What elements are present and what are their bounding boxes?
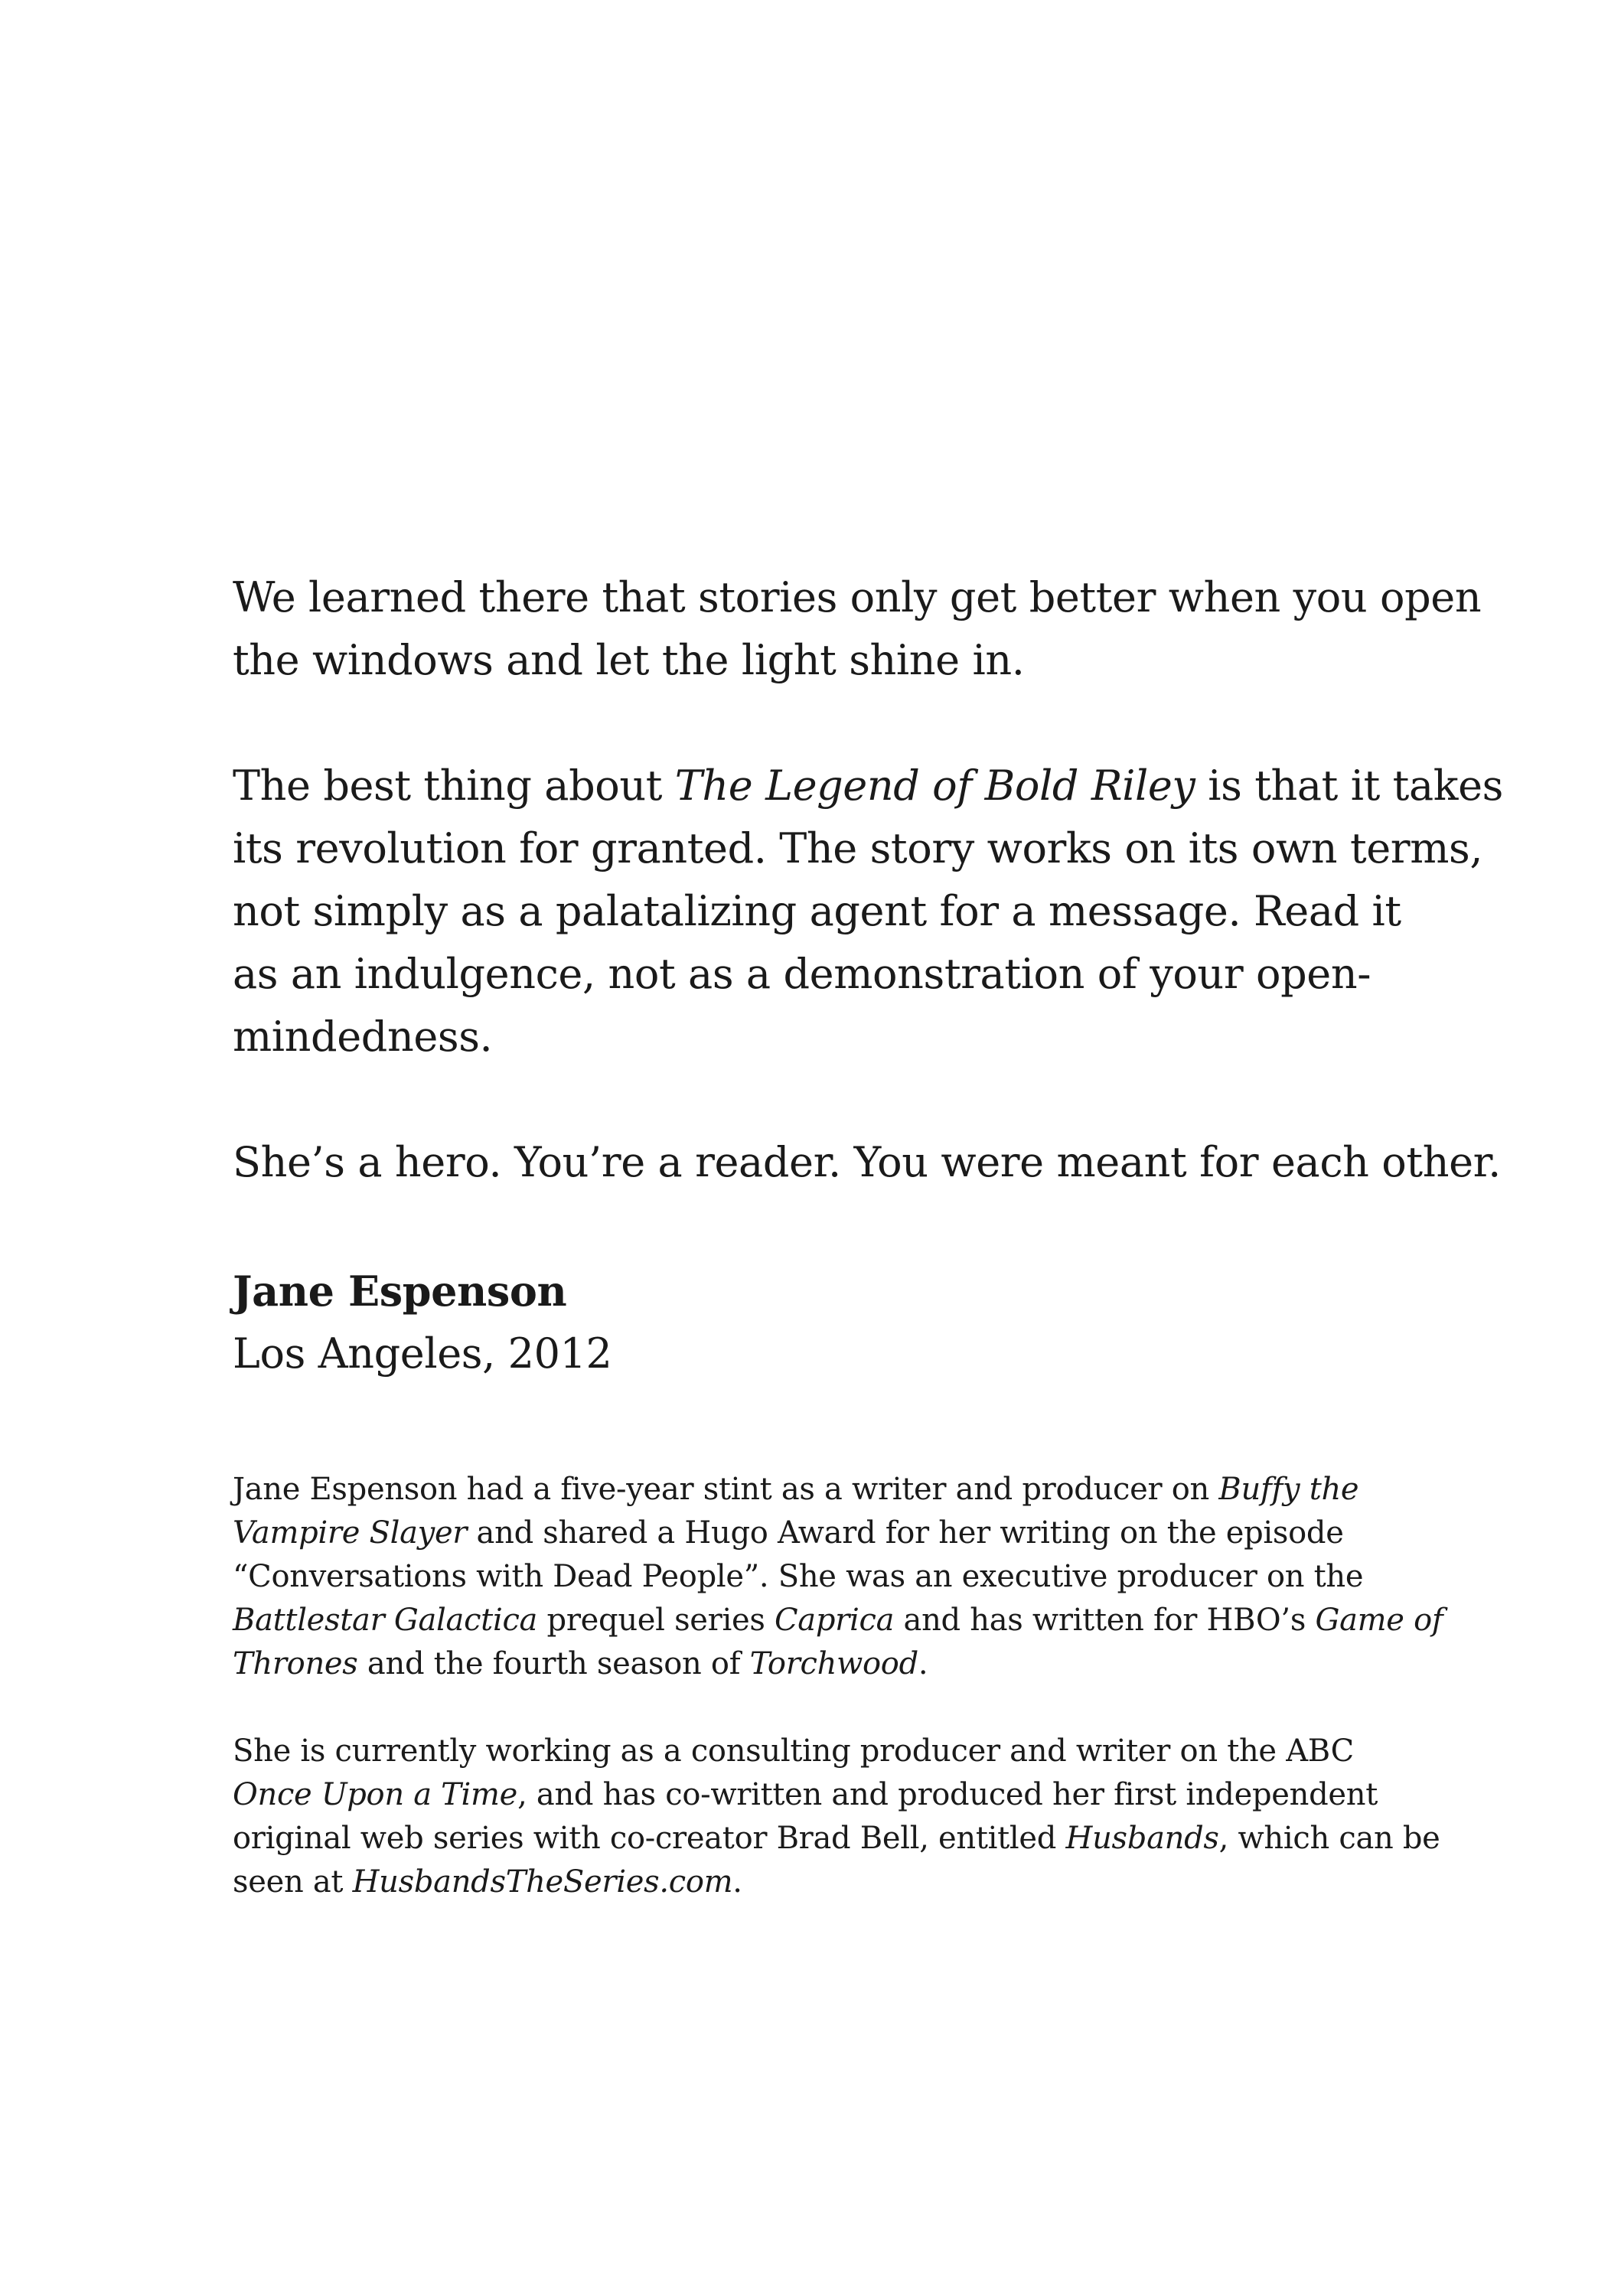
- intro-paragraph-1: [233, 566, 1482, 692]
- text-line: as an indulgence, not as a demonstration of your open-: [233, 950, 1371, 998]
- italic-title: Battlestar Galactica: [233, 1603, 538, 1638]
- text-line: [233, 1861, 1404, 1904]
- text-run: Jane Espenson had a five-year stint as a writer and producer on: [233, 1472, 1219, 1507]
- text-line: its revolution for granted. The story works on its own terms,: [233, 824, 1483, 872]
- intro-paragraph-3: [233, 1131, 1501, 1194]
- bio-paragraph-2: [233, 1730, 1440, 1904]
- italic-title: Husbands: [1065, 1821, 1219, 1856]
- text-line: We learned there that stories only get better when you open: [233, 573, 1482, 621]
- author-place-date: Los Angeles, 2012: [233, 1329, 612, 1378]
- text-run: seen at: [233, 1864, 353, 1900]
- text-line: [233, 1773, 1404, 1817]
- italic-title: Vampire Slayer: [233, 1515, 468, 1551]
- text-run: The best thing about: [233, 762, 675, 810]
- italic-title: Game of: [1315, 1603, 1443, 1638]
- text-run: and has written for HBO’s: [894, 1603, 1316, 1638]
- text-line: [233, 1599, 1443, 1642]
- text-run: .: [918, 1646, 928, 1681]
- text-line: She is currently working as a consulting producer and writer on the ABC: [233, 1733, 1354, 1769]
- author-name: Jane Espenson: [233, 1267, 567, 1316]
- text-run: prequel series: [537, 1603, 775, 1638]
- text-run: is that it takes: [1195, 762, 1503, 810]
- text-line: [233, 1642, 1404, 1686]
- text-run: and the fourth season of: [357, 1646, 750, 1681]
- text-run: and shared a Hugo Award for her writing on the episode: [467, 1515, 1344, 1551]
- text-line: [233, 755, 1503, 817]
- text-line: “Conversations with Dead People”. She was an executive producer on the: [233, 1559, 1364, 1594]
- text-run: original web series with co-creator Brad Bell, entitled: [233, 1821, 1066, 1856]
- text-run: , which can be: [1218, 1821, 1440, 1856]
- italic-title: Torchwood: [749, 1646, 918, 1681]
- text-line: mindedness.: [233, 1013, 493, 1061]
- text-line: not simply as a palatalizing agent for a message. Read it: [233, 887, 1401, 935]
- book-title: The Legend of Bold Riley: [674, 762, 1195, 810]
- intro-paragraph-2: [233, 755, 1503, 1068]
- text-line: [233, 1512, 1404, 1555]
- italic-title: Caprica: [775, 1603, 895, 1638]
- text-line: [233, 1817, 1440, 1861]
- foreword-page: [233, 566, 1503, 1904]
- text-line: the windows and let the light shine in.: [233, 636, 1025, 684]
- italic-title: Thrones: [233, 1646, 358, 1681]
- website-link-text: HusbandsTheSeries.com: [352, 1864, 733, 1900]
- bio-paragraph-1: [233, 1468, 1443, 1686]
- italic-title: Buffy the: [1218, 1472, 1359, 1507]
- text-run: .: [732, 1864, 742, 1900]
- text-run: , and has co-written and produced her first independent: [517, 1777, 1378, 1812]
- text-line: She’s a hero. You’re a reader. You were meant for each other.: [233, 1138, 1501, 1186]
- text-line: [233, 1468, 1404, 1512]
- italic-title: Once Upon a Time: [233, 1777, 518, 1812]
